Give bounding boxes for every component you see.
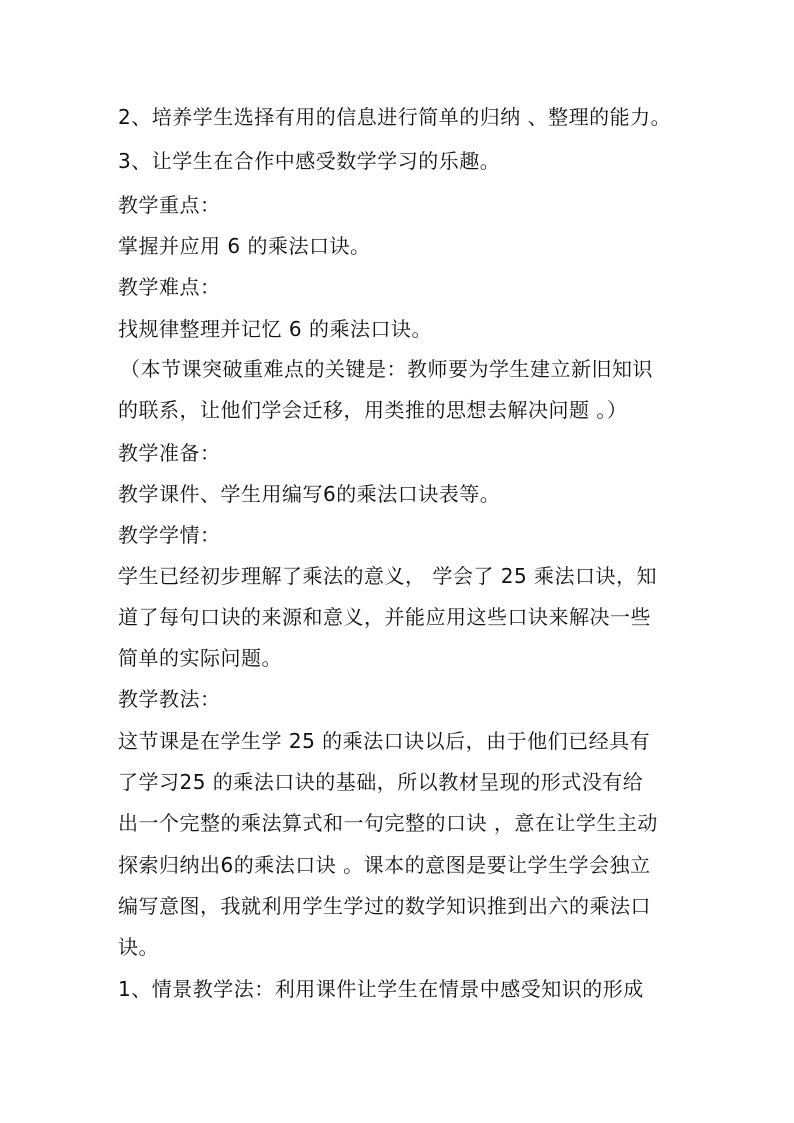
note-line-1: （本节课突破重难点的关键是：教师要为学生建立新旧知识 xyxy=(120,357,653,381)
heading-teaching-method: 教学教法： xyxy=(118,687,221,711)
teaching-method-line-4: 探索归纳出6的乘法口诀 。课本的意图是要让学生学会独立 xyxy=(118,853,651,877)
teaching-method-line-5: 编写意图，我就利用学生学过的数学知识推到出六的乘法口 xyxy=(118,894,651,918)
key-points-text: 掌握并应用 6 的乘法口诀。 xyxy=(118,234,371,258)
method-1-text: 1、情景教学法：利用课件让学生在情景中感受知识的形成 xyxy=(118,977,644,1001)
teaching-method-line-2: 了学习25 的乘法口诀的基础，所以教材呈现的形式没有给 xyxy=(118,770,644,794)
note-line-2: 的联系，让他们学会迁移，用类推的思想去解决问题 。） xyxy=(118,398,628,422)
objective-3: 3、让学生在合作中感受数学学习的乐趣。 xyxy=(118,149,501,173)
learning-situation-line-1: 学生已经初步理解了乘法的意义， 学会了 25 乘法口诀，知 xyxy=(118,564,658,588)
teaching-method-line-3: 出一个完整的乘法算式和一句完整的口诀 ，意在让学生主动 xyxy=(118,811,658,835)
teaching-method-line-6: 诀。 xyxy=(118,935,159,959)
heading-learning-situation: 教学学情： xyxy=(118,523,221,547)
heading-preparation: 教学准备： xyxy=(118,441,221,465)
learning-situation-line-3: 简单的实际问题。 xyxy=(118,646,282,670)
heading-difficulties: 教学难点： xyxy=(118,275,221,299)
teaching-method-line-1: 这节课是在学生学 25 的乘法口诀以后，由于他们已经具有 xyxy=(118,729,651,753)
difficulties-text: 找规律整理并记忆 6 的乘法口诀。 xyxy=(118,317,432,341)
learning-situation-line-2: 道了每句口诀的来源和意义，并能应用这些口诀来解决一些 xyxy=(118,605,651,629)
preparation-text: 教学课件、学生用编写6的乘法口诀表等。 xyxy=(118,482,501,506)
heading-key-points: 教学重点： xyxy=(118,193,221,217)
objective-2: 2、培养学生选择有用的信息进行简单的归纳 、整理的能力。 xyxy=(118,105,672,129)
